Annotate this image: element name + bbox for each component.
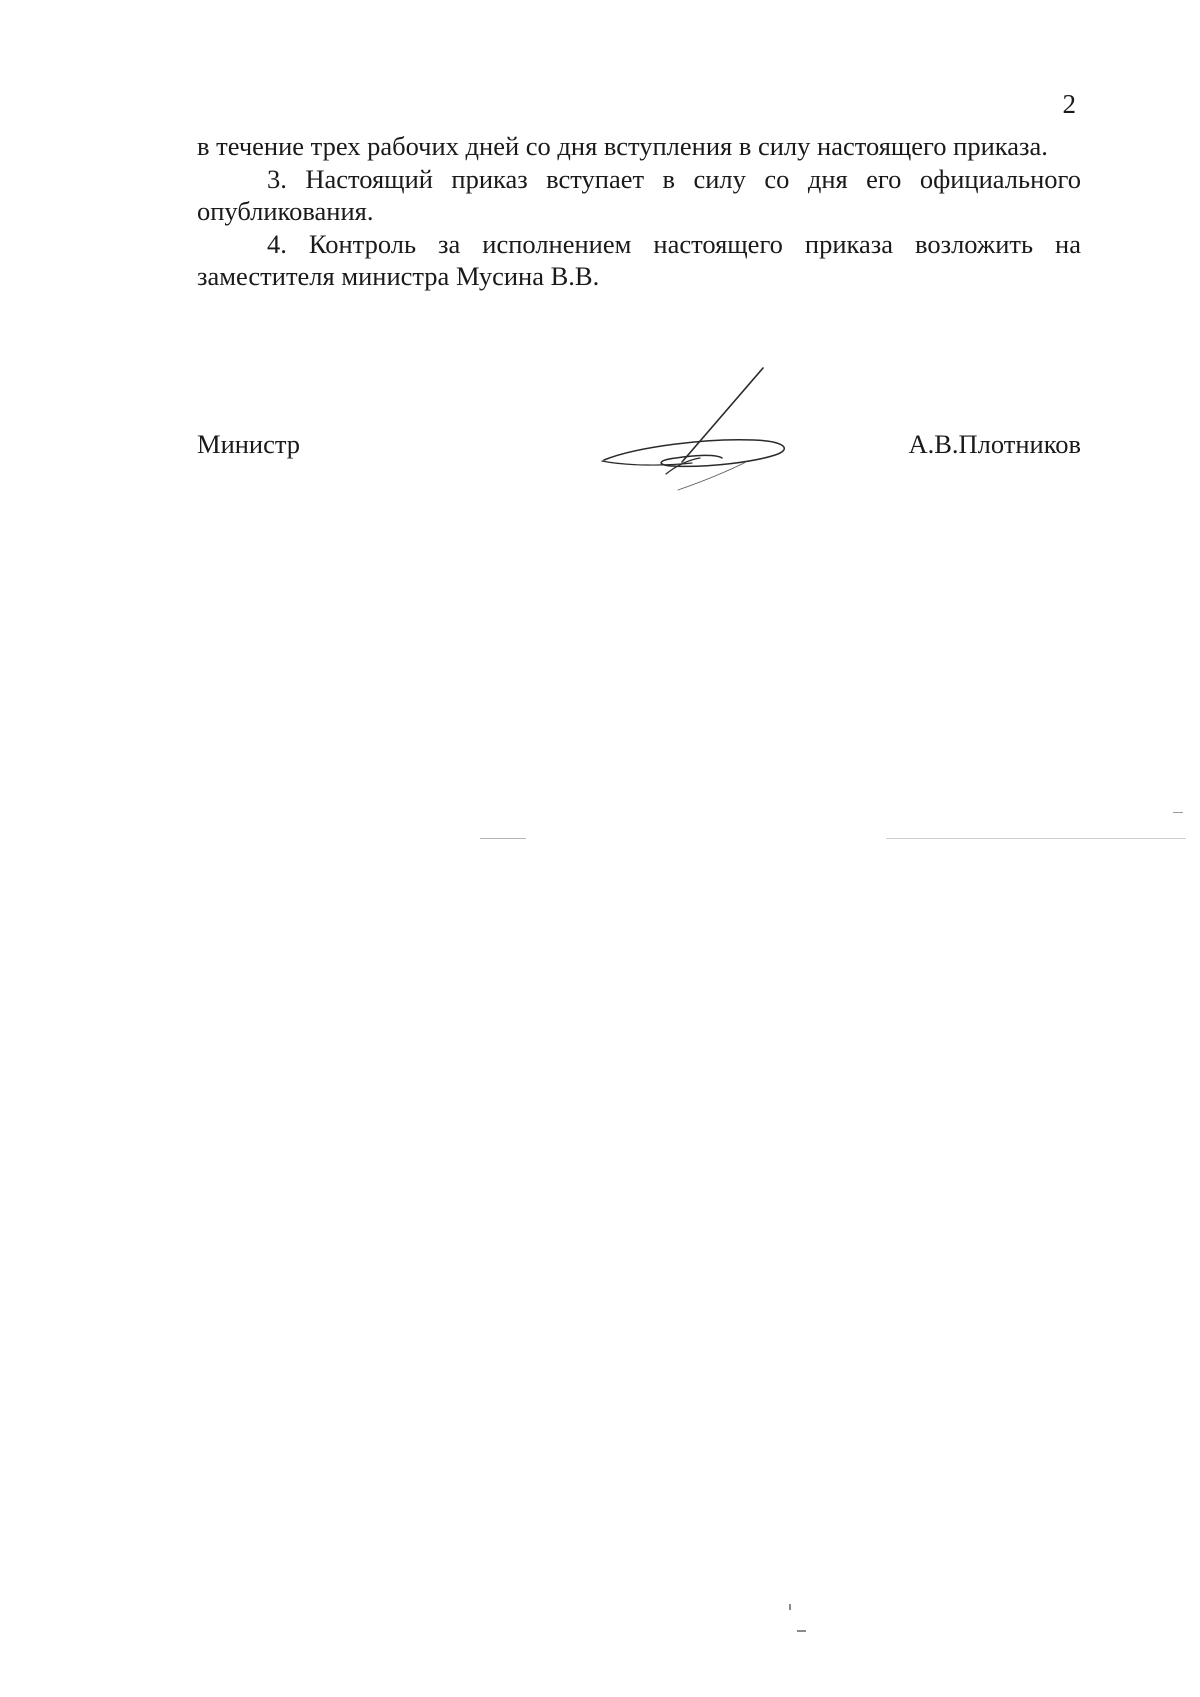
handwritten-signature (596, 362, 796, 502)
scan-artifact-dot (1173, 812, 1183, 813)
signer-position: Министр (197, 429, 301, 459)
scan-artifact-line (886, 838, 1186, 839)
paragraph-item-3: 3. Настоящий приказ вступает в силу со дня его официального опубликования. (197, 163, 1081, 226)
scan-artifact-line (480, 838, 526, 839)
scan-artifact-dot (789, 1604, 791, 1610)
scan-artifact-dot (797, 1630, 806, 1632)
paragraph-continuation: в течение трех рабочих дней со дня вступления в силу настоящего приказа. (197, 131, 1048, 161)
document-body (197, 130, 1081, 293)
signer-name: А.В.Плотников (908, 429, 1081, 459)
paragraph-item-4: 4. Контроль за исполнением настоящего приказа возложить на заместителя министра Мусина В.В. (197, 228, 1081, 291)
page-number: 2 (1062, 89, 1076, 119)
